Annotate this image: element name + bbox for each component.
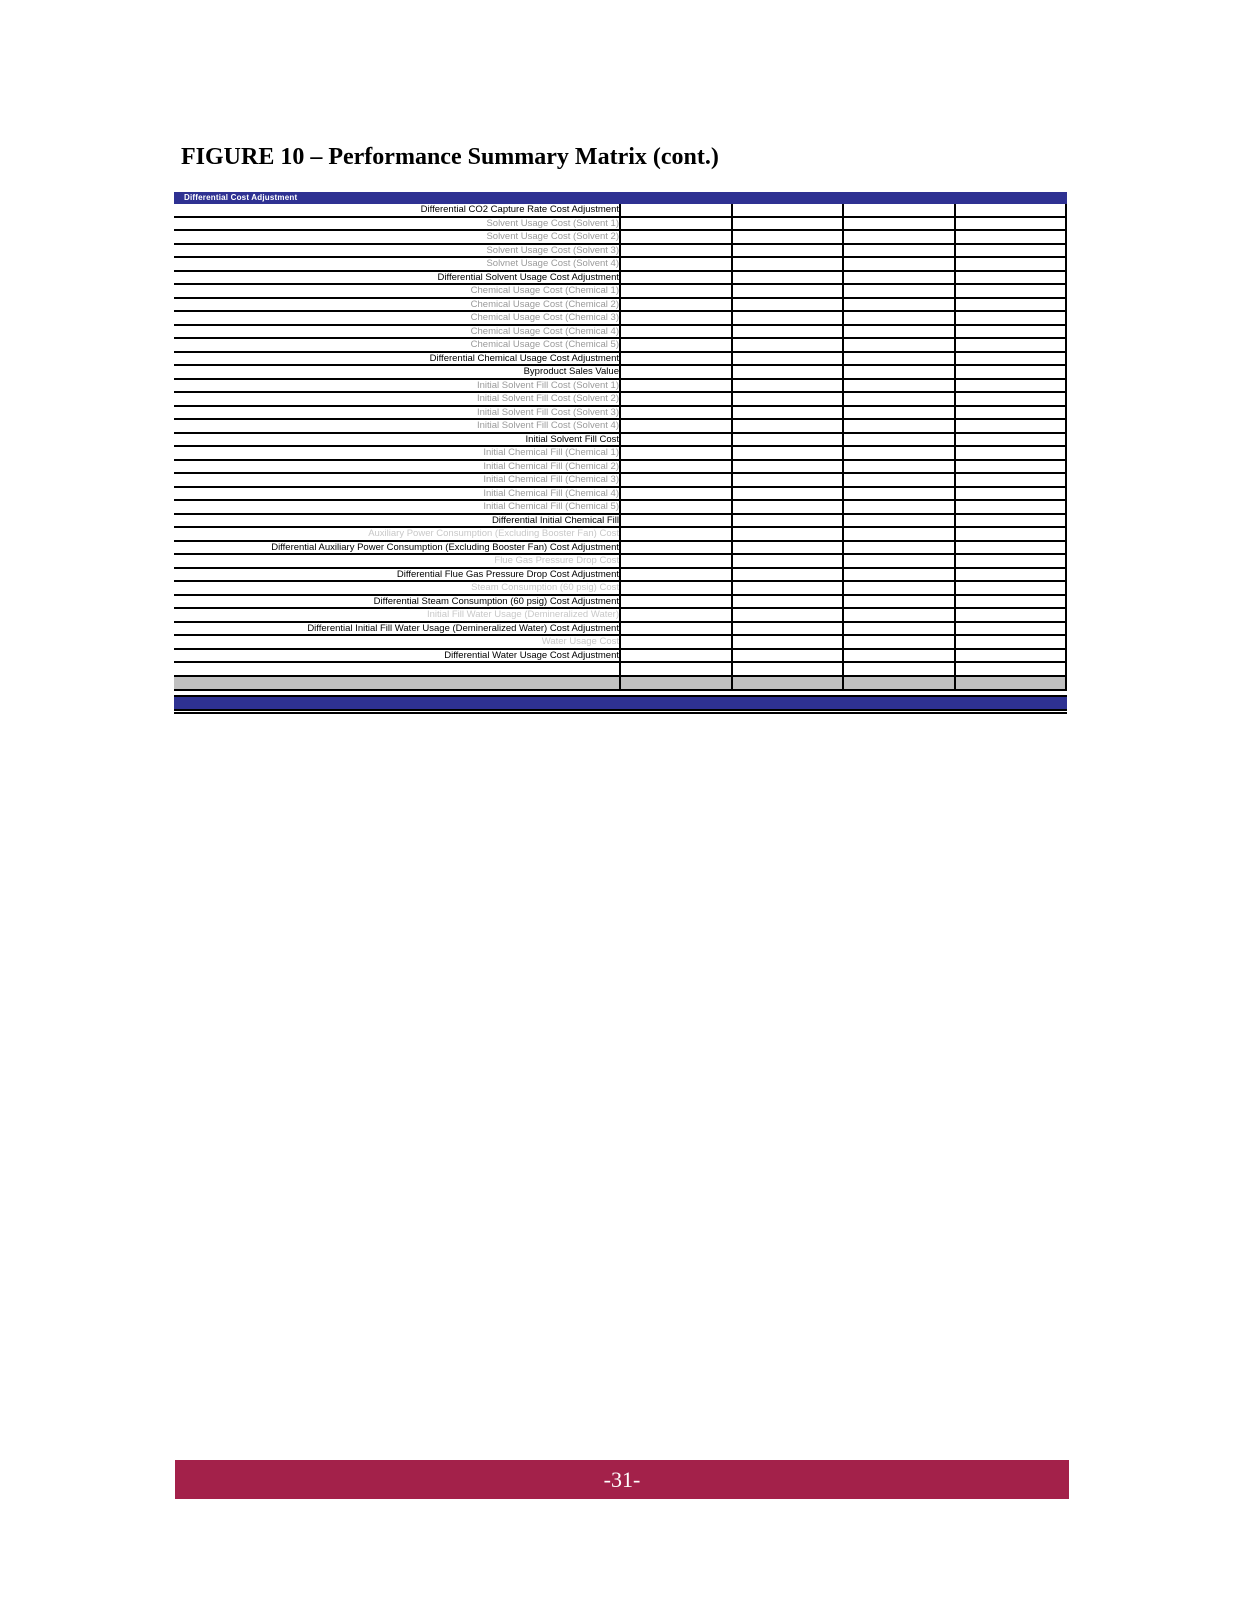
- value-cell: [619, 582, 731, 594]
- value-cell: [619, 515, 731, 527]
- value-cell: [842, 596, 954, 608]
- value-cell: [842, 501, 954, 513]
- value-cell: [954, 474, 1068, 486]
- total-cell: [954, 677, 1068, 689]
- value-cell: [842, 650, 954, 662]
- value-cell: [619, 299, 731, 311]
- value-cell: [619, 339, 731, 351]
- value-cell: [954, 407, 1068, 419]
- value-cell: [842, 434, 954, 446]
- value-cell: [619, 258, 731, 270]
- value-cell: [731, 407, 843, 419]
- value-cell: [954, 555, 1068, 567]
- value-cell: [731, 312, 843, 324]
- row-label: Initial Chemical Fill (Chemical 4): [483, 487, 619, 499]
- value-cell: [954, 582, 1068, 594]
- value-cell: [619, 272, 731, 284]
- total-cell: [842, 677, 954, 689]
- row-label: Solvent Usage Cost (Solvent 2): [486, 231, 619, 242]
- row-label: Differential Water Usage Cost Adjustment: [444, 649, 619, 661]
- value-cell: [954, 272, 1068, 284]
- row-label: Chemical Usage Cost (Chemical 4): [470, 325, 619, 337]
- value-cell: [842, 528, 954, 540]
- value-cell: [842, 474, 954, 486]
- value-cell: [842, 515, 954, 527]
- section-footer-line: [174, 711, 1067, 714]
- total-row: [174, 677, 1067, 691]
- value-cell: [954, 285, 1068, 297]
- value-cell: [954, 663, 1068, 675]
- value-cell: [842, 366, 954, 378]
- value-cell: [842, 636, 954, 648]
- table-row: [174, 326, 1067, 340]
- value-cell: [619, 555, 731, 567]
- value-cell: [619, 461, 731, 473]
- value-cell: [619, 447, 731, 459]
- value-cell: [731, 380, 843, 392]
- matrix-rows: [174, 204, 1067, 677]
- value-cell: [619, 636, 731, 648]
- value-cell: [731, 231, 843, 243]
- value-cell: [731, 609, 843, 621]
- value-cell: [954, 353, 1068, 365]
- row-label: Initial Solvent Fill Cost (Solvent 4): [476, 420, 619, 431]
- value-cell: [619, 285, 731, 297]
- value-cell: [954, 542, 1068, 554]
- value-cell: [619, 623, 731, 635]
- value-cell: [619, 596, 731, 608]
- value-cell: [619, 393, 731, 405]
- row-label: Differential Initial Chemical Fill: [491, 514, 619, 526]
- row-label: Initial Solvent Fill Cost (Solvent 1): [476, 379, 619, 391]
- value-cell: [842, 555, 954, 567]
- figure-title: FIGURE 10 – Performance Summary Matrix (cont.): [181, 144, 719, 170]
- row-label: Initial Chemical Fill (Chemical 5): [483, 501, 619, 512]
- value-cell: [731, 353, 843, 365]
- value-cell: [954, 393, 1068, 405]
- row-label: Initial Solvent Fill Cost (Solvent 3): [476, 406, 619, 418]
- row-label: Initial Chemical Fill (Chemical 2): [483, 460, 619, 472]
- value-cell: [731, 461, 843, 473]
- table-row: [174, 609, 1067, 623]
- value-cell: [954, 596, 1068, 608]
- value-cell: [954, 258, 1068, 270]
- table-row: [174, 596, 1067, 610]
- value-cell: [842, 420, 954, 432]
- value-cell: [731, 218, 843, 230]
- table-row: [174, 474, 1067, 488]
- table-row: [174, 245, 1067, 259]
- value-cell: [731, 501, 843, 513]
- row-label: Solvent Usage Cost (Solvent 3): [486, 244, 619, 256]
- value-cell: [731, 204, 843, 216]
- value-cell: [954, 623, 1068, 635]
- value-cell: [954, 461, 1068, 473]
- value-cell: [842, 488, 954, 500]
- value-cell: [842, 461, 954, 473]
- row-label: Differential Initial Fill Water Usage (Demineralized Water) Cost Adjustment: [307, 622, 619, 634]
- value-cell: [619, 218, 731, 230]
- value-cell: [731, 258, 843, 270]
- row-label: Differential Chemical Usage Cost Adjustment: [429, 352, 619, 364]
- value-cell: [842, 569, 954, 581]
- value-cell: [842, 380, 954, 392]
- row-label: Differential Steam Consumption (60 psig) Cost Adjustment: [373, 595, 619, 607]
- row-label: Differential Flue Gas Pressure Drop Cost Adjustment: [396, 568, 619, 580]
- row-label: Steam Consumption (60 psig) Cost: [471, 582, 619, 593]
- value-cell: [954, 501, 1068, 513]
- value-cell: [731, 515, 843, 527]
- value-cell: [731, 663, 843, 675]
- value-cell: [954, 420, 1068, 432]
- table-row: [174, 272, 1067, 286]
- table-row: [174, 434, 1067, 448]
- table-row: [174, 380, 1067, 394]
- value-cell: [842, 623, 954, 635]
- value-cell: [954, 528, 1068, 540]
- row-label: Initial Solvent Fill Cost: [525, 433, 619, 445]
- page-number-footer: -31-: [175, 1460, 1069, 1499]
- table-row: [174, 218, 1067, 232]
- value-cell: [731, 623, 843, 635]
- section-header: Differential Cost Adjustment: [174, 192, 1067, 204]
- value-cell: [619, 231, 731, 243]
- value-cell: [842, 312, 954, 324]
- performance-summary-matrix: [174, 192, 1067, 714]
- table-row: [174, 501, 1067, 515]
- section-footer-band: [174, 697, 1067, 711]
- value-cell: [619, 569, 731, 581]
- row-label: Chemical Usage Cost (Chemical 2): [470, 298, 619, 310]
- value-cell: [842, 218, 954, 230]
- value-cell: [842, 272, 954, 284]
- total-row-label: [174, 677, 619, 689]
- value-cell: [731, 339, 843, 351]
- value-cell: [954, 515, 1068, 527]
- value-cell: [619, 245, 731, 257]
- total-cell: [619, 677, 731, 689]
- table-row: [174, 393, 1067, 407]
- row-label: Initial Solvent Fill Cost (Solvent 2): [476, 393, 619, 404]
- value-cell: [954, 366, 1068, 378]
- table-row: [174, 231, 1067, 245]
- value-cell: [619, 420, 731, 432]
- value-cell: [731, 555, 843, 567]
- row-label: Flue Gas Pressure Drop Cost: [494, 555, 619, 566]
- table-row: [174, 555, 1067, 569]
- value-cell: [731, 420, 843, 432]
- table-row: [174, 569, 1067, 583]
- table-row: [174, 420, 1067, 434]
- row-label: Differential CO2 Capture Rate Cost Adjustment: [420, 204, 619, 215]
- table-row: [174, 650, 1067, 664]
- table-row: [174, 353, 1067, 367]
- value-cell: [619, 353, 731, 365]
- value-cell: [842, 663, 954, 675]
- row-label: Initial Chemical Fill (Chemical 3): [483, 474, 619, 485]
- value-cell: [619, 488, 731, 500]
- total-cell: [731, 677, 843, 689]
- table-row: [174, 515, 1067, 529]
- table-row: [174, 339, 1067, 353]
- row-label: Solvnet Usage Cost (Solvent 4): [486, 258, 619, 269]
- table-row: [174, 447, 1067, 461]
- value-cell: [842, 245, 954, 257]
- value-cell: [731, 245, 843, 257]
- value-cell: [954, 245, 1068, 257]
- table-row: [174, 312, 1067, 326]
- value-cell: [842, 285, 954, 297]
- value-cell: [842, 258, 954, 270]
- value-cell: [731, 650, 843, 662]
- value-cell: [619, 650, 731, 662]
- value-cell: [619, 380, 731, 392]
- value-cell: [619, 434, 731, 446]
- value-cell: [842, 407, 954, 419]
- value-cell: [954, 488, 1068, 500]
- row-label: Chemical Usage Cost (Chemical 5): [470, 339, 619, 350]
- value-cell: [842, 204, 954, 216]
- value-cell: [954, 326, 1068, 338]
- value-cell: [954, 650, 1068, 662]
- value-cell: [842, 447, 954, 459]
- value-cell: [731, 636, 843, 648]
- value-cell: [731, 366, 843, 378]
- value-cell: [954, 312, 1068, 324]
- value-cell: [842, 542, 954, 554]
- value-cell: [619, 501, 731, 513]
- value-cell: [731, 528, 843, 540]
- value-cell: [731, 569, 843, 581]
- value-cell: [619, 663, 731, 675]
- value-cell: [954, 204, 1068, 216]
- table-row: [174, 542, 1067, 556]
- value-cell: [731, 542, 843, 554]
- value-cell: [731, 596, 843, 608]
- value-cell: [731, 447, 843, 459]
- table-row: [174, 461, 1067, 475]
- table-row: [174, 623, 1067, 637]
- value-cell: [619, 609, 731, 621]
- value-cell: [731, 393, 843, 405]
- value-cell: [954, 380, 1068, 392]
- value-cell: [731, 272, 843, 284]
- value-cell: [842, 326, 954, 338]
- table-row: [174, 285, 1067, 299]
- value-cell: [619, 542, 731, 554]
- row-label: Water Usage Cost: [541, 636, 619, 647]
- row-label: Initial Chemical Fill (Chemical 1): [483, 447, 619, 458]
- table-row: [174, 636, 1067, 650]
- value-cell: [842, 609, 954, 621]
- value-cell: [619, 366, 731, 378]
- value-cell: [619, 312, 731, 324]
- value-cell: [842, 299, 954, 311]
- row-label: Differential Solvent Usage Cost Adjustment: [437, 271, 619, 283]
- table-row: [174, 299, 1067, 313]
- value-cell: [842, 231, 954, 243]
- value-cell: [731, 582, 843, 594]
- value-cell: [731, 488, 843, 500]
- value-cell: [842, 582, 954, 594]
- row-label: Auxiliary Power Consumption (Excluding Booster Fan) Cost: [368, 528, 619, 539]
- value-cell: [619, 474, 731, 486]
- value-cell: [954, 609, 1068, 621]
- table-row: [174, 407, 1067, 421]
- value-cell: [619, 407, 731, 419]
- table-row: [174, 663, 1067, 677]
- table-row: [174, 488, 1067, 502]
- value-cell: [731, 326, 843, 338]
- value-cell: [731, 434, 843, 446]
- value-cell: [619, 204, 731, 216]
- table-row: [174, 258, 1067, 272]
- value-cell: [954, 447, 1068, 459]
- value-cell: [731, 474, 843, 486]
- value-cell: [731, 285, 843, 297]
- value-cell: [954, 636, 1068, 648]
- value-cell: [731, 299, 843, 311]
- value-cell: [619, 528, 731, 540]
- value-cell: [954, 339, 1068, 351]
- value-cell: [842, 393, 954, 405]
- value-cell: [954, 231, 1068, 243]
- value-cell: [954, 434, 1068, 446]
- row-label: Differential Auxiliary Power Consumption (Excluding Booster Fan) Cost Adjustment: [271, 541, 619, 553]
- table-row: [174, 204, 1067, 218]
- row-label: [174, 663, 619, 675]
- table-row: [174, 366, 1067, 380]
- row-label: Chemical Usage Cost (Chemical 1): [470, 285, 619, 296]
- value-cell: [954, 218, 1068, 230]
- row-label: Byproduct Sales Value: [523, 366, 619, 377]
- row-label: Chemical Usage Cost (Chemical 3): [470, 312, 619, 323]
- table-row: [174, 582, 1067, 596]
- row-label: Initial Fill Water Usage (Demineralized Water): [427, 609, 619, 620]
- value-cell: [842, 339, 954, 351]
- value-cell: [954, 569, 1068, 581]
- value-cell: [619, 326, 731, 338]
- value-cell: [842, 353, 954, 365]
- row-label: Solvent Usage Cost (Solvent 1): [486, 217, 619, 229]
- value-cell: [954, 299, 1068, 311]
- table-row: [174, 528, 1067, 542]
